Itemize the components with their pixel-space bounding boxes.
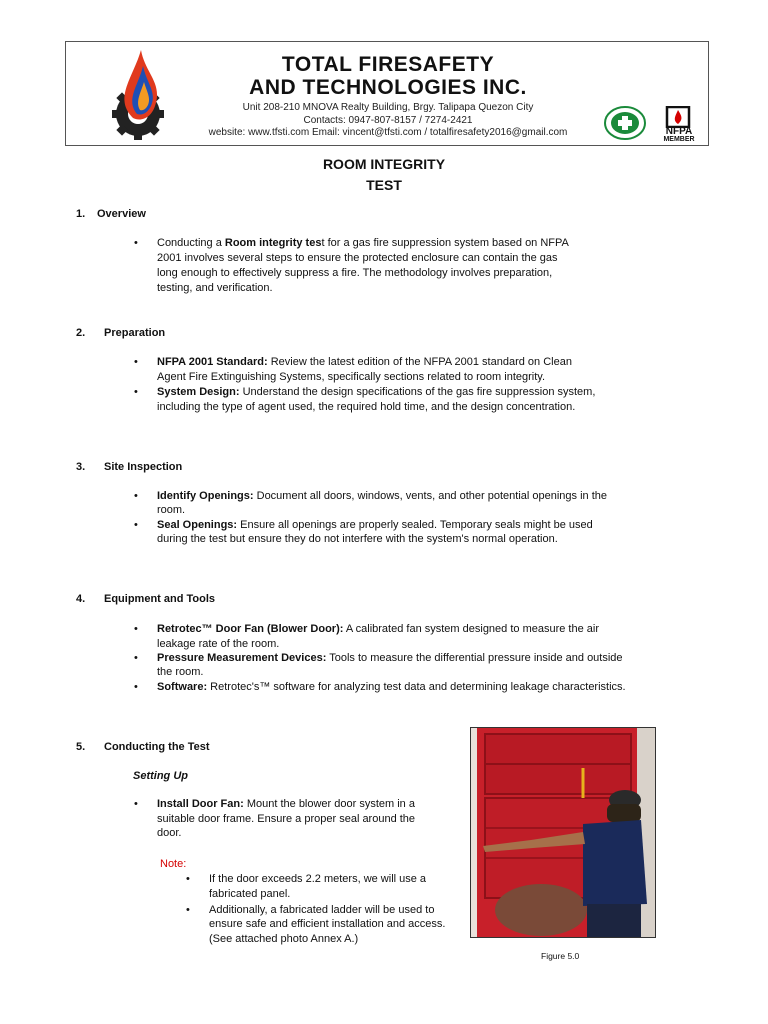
equipment-item-3-line1: Software: Retrotec's™ software for analyzing test data and determining leakage characteristics. [157, 681, 626, 693]
preparation-item-1-line1: NFPA 2001 Standard: Review the latest edition of the NFPA 2001 standard on Clean [157, 356, 572, 368]
equipment-item-1-line1: Retrotec™ Door Fan (Blower Door): A calibrated fan system designed to measure the air [157, 623, 599, 635]
preparation-item-2-line2: including the type of agent used, the required hold time, and the design concentration. [157, 401, 576, 413]
overview-paragraph-line4: testing, and verification. [157, 282, 273, 294]
section-2-heading: Preparation [104, 327, 166, 339]
overview-paragraph-line1: Conducting a Room integrity test for a gas fire suppression system based on NFPA [157, 237, 569, 249]
section-3-heading: Site Inspection [104, 461, 183, 473]
note-item-2-line2: ensure safe and efficient installation and access. [209, 918, 446, 930]
section-5-heading: Conducting the Test [104, 741, 210, 753]
letterhead [65, 41, 709, 146]
bullet-dot: • [134, 652, 138, 664]
figure-caption: Figure 5.0 [541, 951, 580, 961]
preparation-item-1-line2: Agent Fire Extinguishing Systems, specifically sections related to room integrity. [157, 371, 546, 383]
note-item-2-line3: (See attached photo Annex A.) [209, 933, 359, 945]
setup-item-1-line2: suitable door frame. Ensure a proper seal around the [157, 813, 416, 825]
nfpa-text: NFPA [665, 126, 693, 137]
section-2-number: 2. [76, 327, 86, 339]
equipment-item-1-line2: leakage rate of the room. [157, 638, 280, 650]
bullet-dot: • [134, 386, 138, 398]
setup-item-1-line3: door. [157, 827, 182, 839]
section-4-heading: Equipment and Tools [104, 593, 216, 605]
door-fan-photo-illustration [471, 728, 655, 937]
overview-paragraph-line2: 2001 involves several steps to ensure the protected enclosure can contain the gas [157, 252, 558, 264]
bullet-dot: • [134, 519, 138, 531]
note-label: Note: [160, 858, 187, 870]
company-name-line1: TOTAL FIRESAFETY [281, 53, 495, 76]
preparation-item-2-line1: System Design: Understand the design specifications of the gas fire suppression system, [157, 386, 596, 398]
bullet-dot: • [186, 873, 190, 885]
company-name-line2: AND TECHNOLOGIES INC. [249, 76, 527, 99]
company-address: Unit 208-210 MNOVA Realty Building, Brgy. Talipapa Quezon City [242, 102, 534, 113]
section-3-number: 3. [76, 461, 86, 473]
section-5-number: 5. [76, 741, 86, 753]
equipment-item-2-line1: Pressure Measurement Devices: Tools to measure the differential pressure inside and outside [157, 652, 623, 664]
nfpa-flame-icon [655, 106, 703, 128]
note-item-2-line1: Additionally, a fabricated ladder will be used to [209, 904, 435, 916]
document-title-line1: ROOM INTEGRITY [322, 156, 446, 172]
company-web-email: website: www.tfsti.com Email: vincent@tfsti.com / totalfiresafety2016@gmail.com [208, 127, 568, 138]
section-1-number: 1. [76, 208, 86, 220]
bullet-dot: • [134, 681, 138, 693]
certification-seal-icon [603, 106, 647, 140]
inspection-item-2-line1: Seal Openings: Ensure all openings are properly sealed. Temporary seals might be used [157, 519, 593, 531]
setup-item-1-line1: Install Door Fan: Mount the blower door system in a [157, 798, 415, 810]
section-1-heading: Overview [97, 208, 146, 220]
note-item-1-line1: If the door exceeds 2.2 meters, we will use a [209, 873, 427, 885]
nfpa-member-text: MEMBER [663, 136, 695, 143]
equipment-item-2-line2: the room. [157, 666, 204, 678]
inspection-item-2-line2: during the test but ensure they do not interfere with the system's normal operation. [157, 533, 558, 545]
inspection-item-1-line2: room. [157, 504, 186, 516]
inspection-item-1-line1: Identify Openings: Document all doors, windows, vents, and other potential openings in the [157, 490, 607, 502]
bullet-dot: • [186, 904, 190, 916]
company-contacts: Contacts: 0947-807-8157 / 7274-2421 [303, 115, 473, 126]
setting-up-subheading: Setting Up [133, 770, 188, 782]
bullet-dot: • [134, 356, 138, 368]
note-item-1-line2: fabricated panel. [209, 888, 291, 900]
bullet-dot: • [134, 237, 138, 249]
nfpa-member-badge [655, 106, 703, 144]
bullet-dot: • [134, 490, 138, 502]
section-4-number: 4. [76, 593, 86, 605]
door-fan-photo [470, 727, 656, 938]
document-title-line2: TEST [366, 177, 402, 193]
bullet-dot: • [134, 623, 138, 635]
overview-paragraph-line3: long enough to effectively suppress a fire. The methodology involves preparation, [157, 267, 553, 279]
bullet-dot: • [134, 798, 138, 810]
